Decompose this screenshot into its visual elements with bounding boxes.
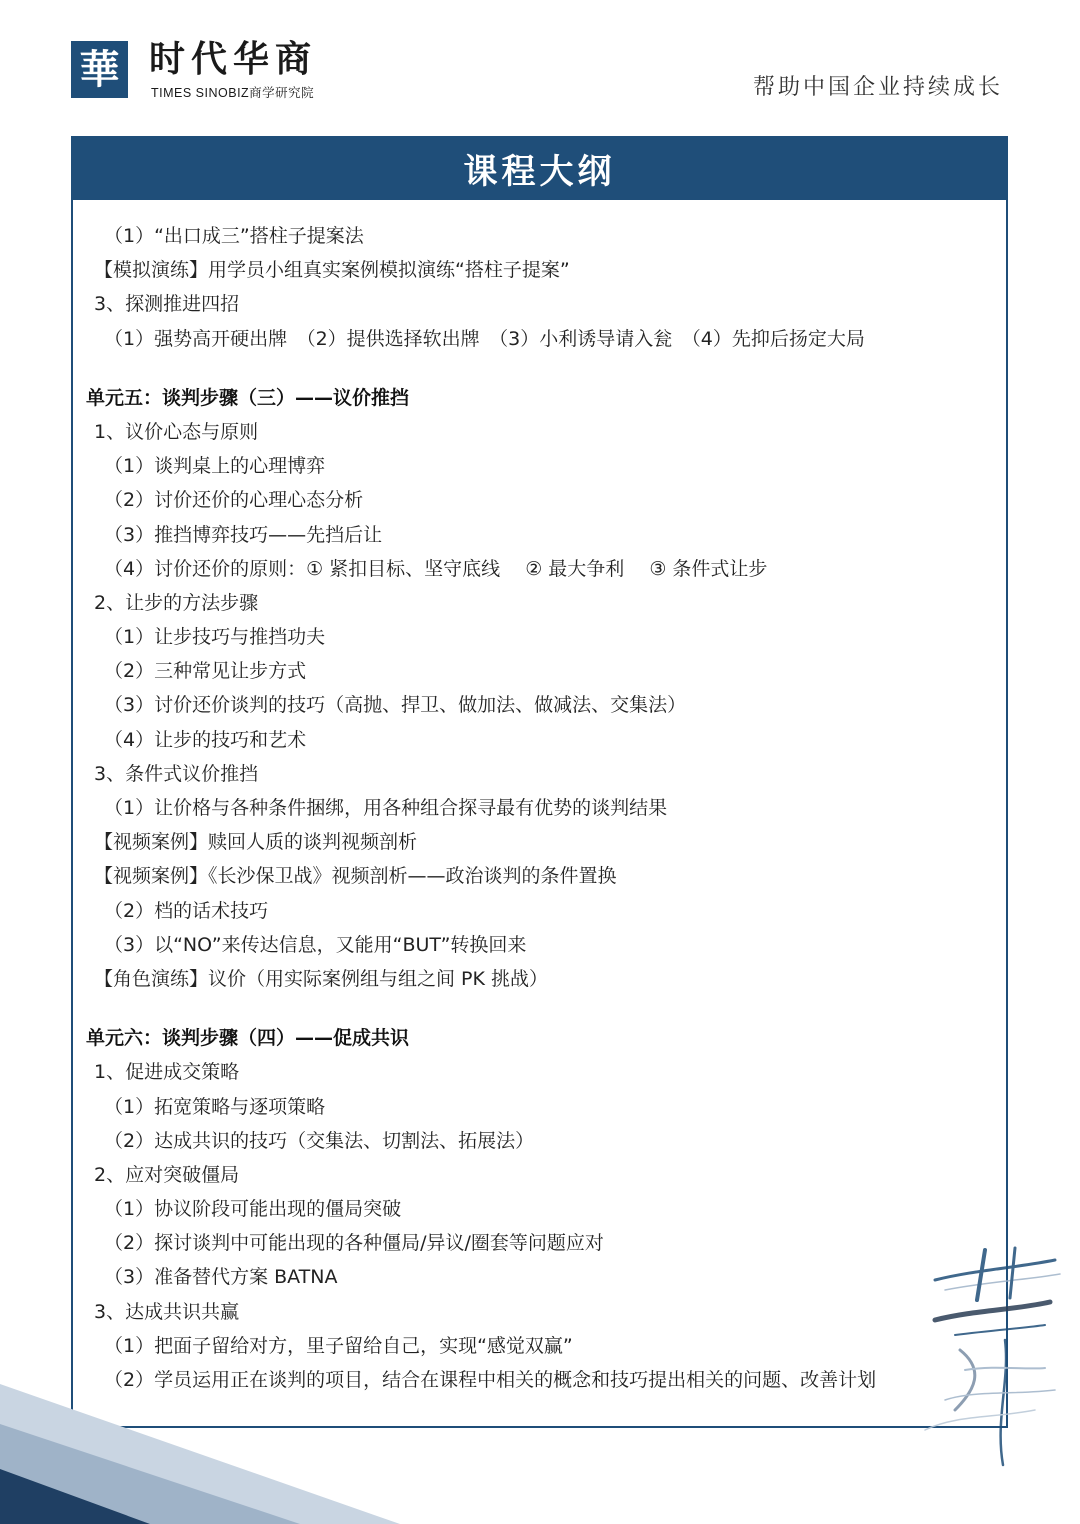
outline-line: 2、让步的方法步骤 — [94, 591, 259, 614]
page-title: 课程大纲 — [463, 151, 616, 192]
outline-line: （1）让步技巧与推挡功夫 — [104, 626, 326, 649]
outline-line: （1）把面子留给对方，里子留给自己，实现“感觉双赢” — [104, 1334, 573, 1357]
logo-mark — [71, 41, 128, 98]
outline-line: （1）“出口成三”搭柱子提案法 — [104, 225, 364, 247]
logo-glyph: 華 — [79, 46, 120, 93]
outline-line: （3）讨价还价谈判的技巧（高抛、捍卫、做加法、做减法、交集法） — [104, 694, 687, 717]
outline-line: （1）让价格与各种条件捆绑，用各种组合探寻最有优势的谈判结果 — [104, 797, 668, 819]
outline-line: （2）达成共识的技巧（交集法、切割法、拓展法） — [104, 1129, 535, 1152]
outline-line: （2）档的话术技巧 — [104, 899, 269, 922]
outline-line: （4）讨价还价的原则：① 紧扣目标、坚守底线 ② 最大争利 ③ 条件式让步 — [104, 557, 768, 580]
outline-line: （2）讨价还价的心理心态分析 — [104, 489, 364, 512]
outline-line: 2、应对突破僵局 — [94, 1163, 240, 1186]
outline-line: （2）学员运用正在谈判的项目，结合在课程中相关的概念和技巧提出相关的问题、改善计划 — [104, 1369, 877, 1391]
outline-line: （4）让步的技巧和艺术 — [104, 728, 307, 751]
outline-line: 【视频案例】赎回人质的谈判视频剖析 — [94, 831, 418, 854]
outline-line: 3、探测推进四招 — [94, 293, 240, 316]
outline-line: （2）探讨谈判中可能出现的各种僵局/异议/圈套等问题应对 — [104, 1232, 604, 1255]
brush-character-decoration — [915, 1240, 1065, 1470]
outline-line: （1）谈判桌上的心理博弈 — [104, 455, 326, 478]
outline-line: 【模拟演练】用学员小组真实案例模拟演练“搭柱子提案” — [94, 259, 570, 282]
outline-line: （1）协议阶段可能出现的僵局突破 — [104, 1198, 402, 1221]
outline-line: （3）推挡博弈技巧——先挡后让 — [104, 523, 383, 546]
tagline: 帮助中国企业持续成长 — [752, 75, 1003, 100]
outline-line: （3）准备替代方案 BATNA — [104, 1266, 338, 1289]
outline-line: 1、议价心态与原则 — [94, 420, 259, 443]
brand-name-cn: 时代华商 — [149, 39, 318, 80]
outline-line: （1）拓宽策略与逐项策略 — [104, 1095, 326, 1118]
title-bar — [71, 136, 1008, 200]
unit-heading: 单元五：谈判步骤（三）——议价推挡 — [86, 386, 410, 409]
outline-line: （2）三种常见让步方式 — [104, 660, 307, 683]
outline-line: 3、条件式议价推挡 — [94, 762, 259, 785]
outline-line: 【视频案例】《长沙保卫战》视频剖析——政治谈判的条件置换 — [94, 865, 617, 888]
outline-line: 1、促进成交策略 — [94, 1061, 240, 1084]
brand-name-en: TIMES SINOBIZ商学研究院 — [151, 86, 315, 100]
outline-line: 3、达成共识共赢 — [94, 1300, 240, 1323]
outline-line: 【角色演练】议价（用实际案例组与组之间 PK 挑战） — [94, 967, 548, 990]
unit-heading: 单元六：谈判步骤（四）——促成共识 — [86, 1027, 410, 1050]
corner-stripe-decoration — [0, 1364, 400, 1524]
outline-line: （3）以“NO”来传达信息，又能用“BUT”转换回来 — [104, 933, 527, 956]
outline-content — [86, 219, 966, 1397]
outline-line: （1）强势高开硬出牌 （2）提供选择软出牌 （3）小利诱导请入瓮 （4）先抑后扬定大局 — [104, 327, 865, 350]
